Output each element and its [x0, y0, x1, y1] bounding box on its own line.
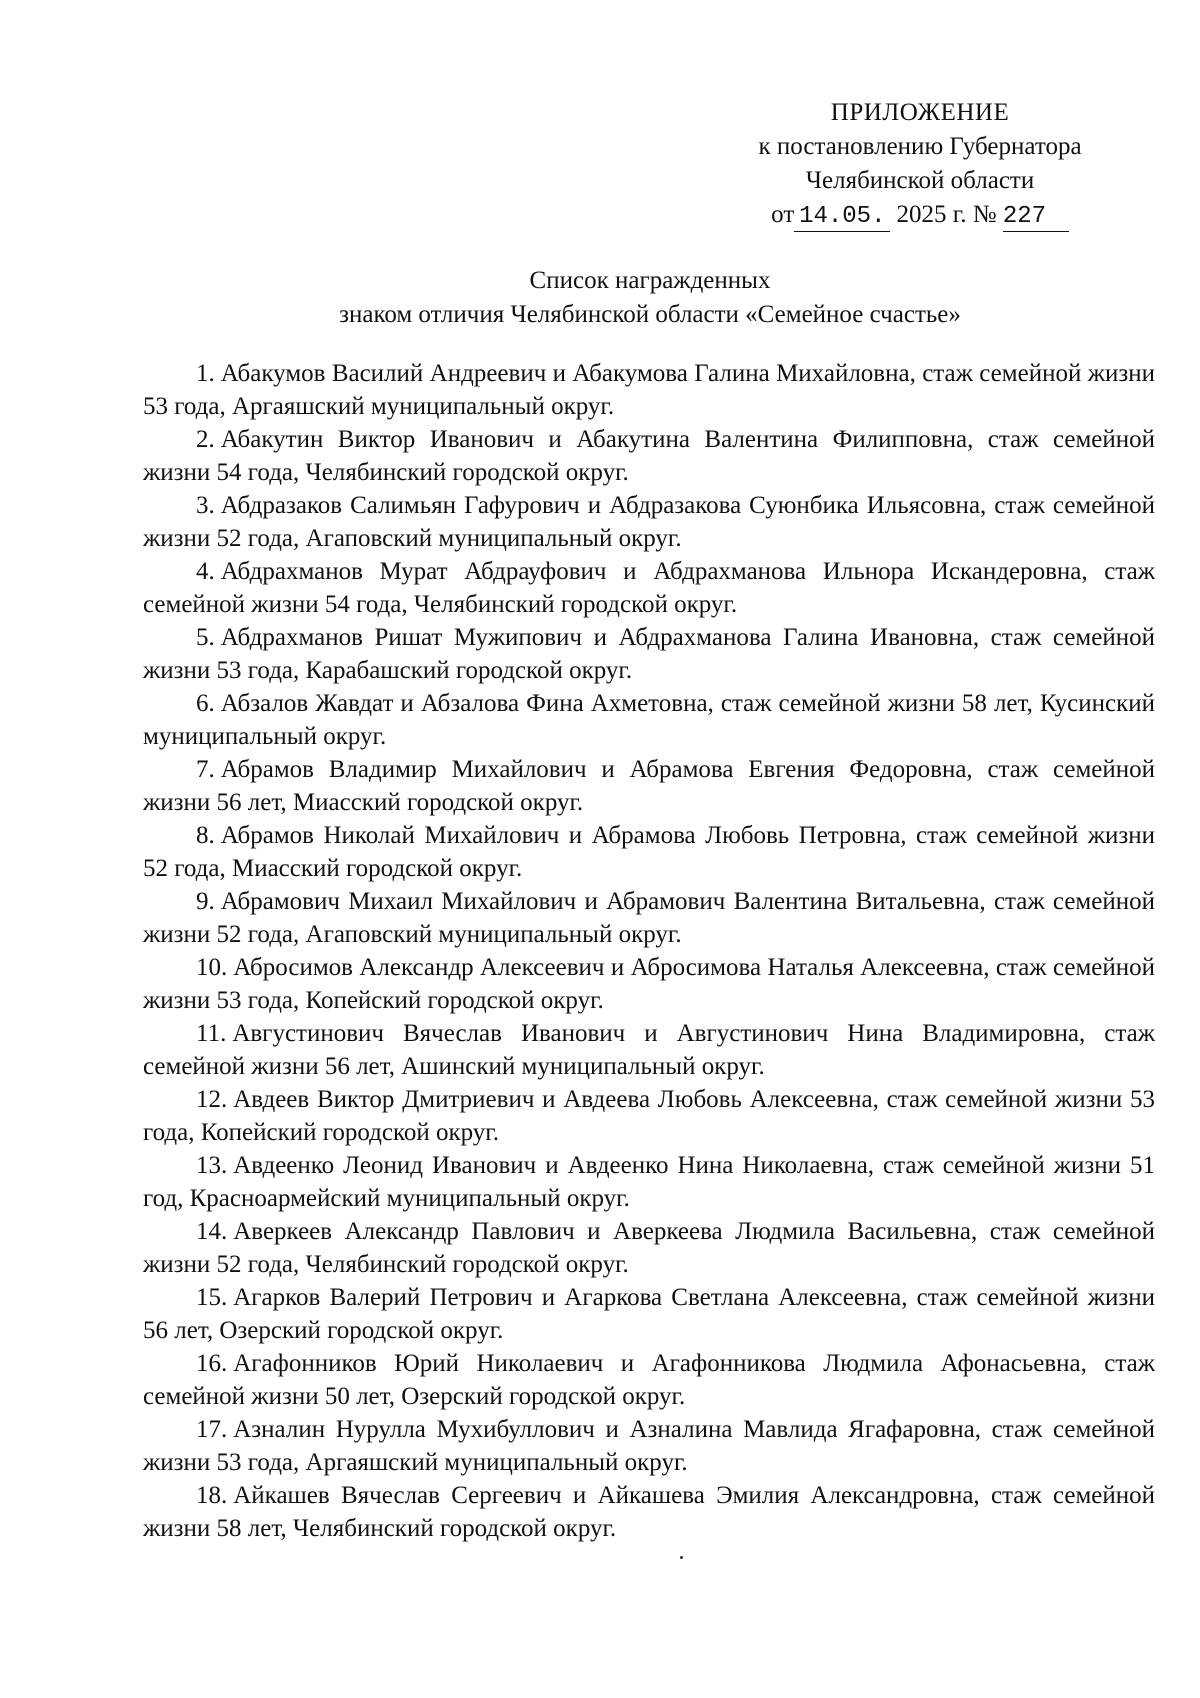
decree-number: 227	[1003, 203, 1069, 232]
list-item	[143, 885, 1155, 951]
list-item	[143, 489, 1155, 555]
list-item	[143, 1017, 1155, 1083]
list-item-text: Абрамов Владимир Михайлович и Абрамова Евгения Федоровна, стаж семейной жизни 56 лет, Миасский городской округ.	[143, 756, 1155, 816]
list-item	[143, 357, 1155, 423]
list-item	[143, 819, 1155, 885]
awardees-list	[143, 357, 1155, 1545]
list-item	[143, 687, 1155, 753]
list-item-text: Авдеев Виктор Дмитриевич и Авдеева Любовь Алексеевна, стаж семейной жизни 53 года, Копейский городской округ.	[143, 1086, 1155, 1146]
list-item-text: Айкашев Вячеслав Сергеевич и Айкашева Эмилия Александровна, стаж семейной жизни 58 лет, Челябинский городской округ.	[143, 1482, 1155, 1542]
list-item-text: Азналин Нурулла Мухибуллович и Азналина Мавлида Ягафаровна, стаж семейной жизни 53 года, Аргаяшский муниципальный округ.	[143, 1416, 1155, 1476]
list-item-text: Абдрахманов Ришат Мужипович и Абдрахманова Галина Ивановна, стаж семейной жизни 53 года, Карабашский городской округ.	[143, 624, 1155, 684]
list-item-number: 1.	[196, 360, 215, 387]
list-item	[143, 555, 1155, 621]
list-item-number: 17.	[196, 1416, 228, 1443]
list-title-line-2: знаком отличия Челябинской области «Семейное счастье»	[339, 301, 961, 328]
list-item-number: 7.	[196, 756, 215, 783]
list-item-text: Агарков Валерий Петрович и Агаркова Светлана Алексеевна, стаж семейной жизни 56 лет, Озерский городской округ.	[143, 1284, 1155, 1344]
list-item-text: Агафонников Юрий Николаевич и Агафонникова Людмила Афонасьевна, стаж семейной жизни 50 лет, Озерский городской округ.	[143, 1350, 1155, 1410]
list-item-number: 3.	[196, 492, 215, 519]
appendix-date-line	[700, 198, 1140, 232]
list-item-text: Абросимов Александр Алексеевич и Абросимова Наталья Алексеевна, стаж семейной жизни 53 года, Копейский городской округ.	[143, 954, 1155, 1014]
list-item-text: Абзалов Жавдат и Абзалова Фина Ахметовна, стаж семейной жизни 58 лет, Кусинский муниципальный округ.	[143, 690, 1155, 750]
list-item	[143, 1149, 1155, 1215]
list-item-number: 18.	[196, 1482, 228, 1509]
list-item-text: Абдразаков Салимьян Гафурович и Абдразакова Суюнбика Ильясовна, стаж семейной жизни 52 года, Агаповский муниципальный округ.	[143, 492, 1155, 552]
list-item-number: 16.	[196, 1350, 228, 1377]
list-item	[143, 1479, 1155, 1545]
list-title	[150, 264, 1150, 332]
appendix-header	[700, 96, 1140, 232]
list-title-line-1: Список награжденных	[529, 267, 771, 294]
list-item-text: Аверкеев Александр Павлович и Аверкеева Людмила Васильевна, стаж семейной жизни 52 года, Челябинский городской округ.	[143, 1218, 1155, 1278]
list-item-number: 14.	[196, 1218, 228, 1245]
list-item-number: 13.	[196, 1152, 228, 1179]
date-prefix: от	[771, 201, 795, 228]
appendix-line-2: Челябинской области	[805, 167, 1035, 194]
list-item	[143, 1347, 1155, 1413]
list-item-number: 9.	[196, 888, 215, 915]
list-item-text: Абдрахманов Мурат Абдрауфович и Абдрахманова Ильнора Искандеровна, стаж семейной жизни 54 года, Челябинский городской округ.	[143, 558, 1155, 618]
list-item-number: 2.	[196, 426, 215, 453]
list-item-text: Августинович Вячеслав Иванович и Августинович Нина Владимировна, стаж семейной жизни 56 лет, Ашинский муниципальный округ.	[143, 1020, 1155, 1080]
list-item-number: 5.	[196, 624, 215, 651]
list-item-text: Абрамович Михаил Михайлович и Абрамович Валентина Витальевна, стаж семейной жизни 52 года, Агаповский муниципальный округ.	[143, 888, 1155, 948]
list-item	[143, 423, 1155, 489]
list-item	[143, 1413, 1155, 1479]
list-item	[143, 621, 1155, 687]
list-item-number: 12.	[196, 1086, 228, 1113]
date-value: 14.05.	[794, 203, 890, 232]
list-item-text: Абрамов Николай Михайлович и Абрамова Любовь Петровна, стаж семейной жизни 52 года, Миасский городской округ.	[143, 822, 1155, 882]
list-item-text: Авдеенко Леонид Иванович и Авдеенко Нина Николаевна, стаж семейной жизни 51 год, Красноармейский муниципальный округ.	[143, 1152, 1155, 1212]
list-item-number: 6.	[196, 690, 215, 717]
list-item-number: 11.	[196, 1020, 227, 1047]
list-item-number: 10.	[196, 954, 228, 981]
list-item	[143, 1083, 1155, 1149]
appendix-line-1: к постановлению Губернатора	[758, 133, 1082, 160]
appendix-heading: ПРИЛОЖЕНИЕ	[830, 99, 1010, 126]
list-item-number: 8.	[196, 822, 215, 849]
list-item	[143, 1281, 1155, 1347]
date-year-label: 2025 г. №	[896, 201, 997, 228]
scan-speck	[680, 1556, 683, 1559]
list-item-text: Абакумов Василий Андреевич и Абакумова Галина Михайловна, стаж семейной жизни 53 года, Аргаяшский муниципальный округ.	[143, 360, 1155, 420]
list-item-number: 15.	[196, 1284, 228, 1311]
list-item-number: 4.	[196, 558, 215, 585]
list-item	[143, 1215, 1155, 1281]
list-item	[143, 753, 1155, 819]
list-item-text: Абакутин Виктор Иванович и Абакутина Валентина Филипповна, стаж семейной жизни 54 года, Челябинский городской округ.	[143, 426, 1155, 486]
list-item	[143, 951, 1155, 1017]
